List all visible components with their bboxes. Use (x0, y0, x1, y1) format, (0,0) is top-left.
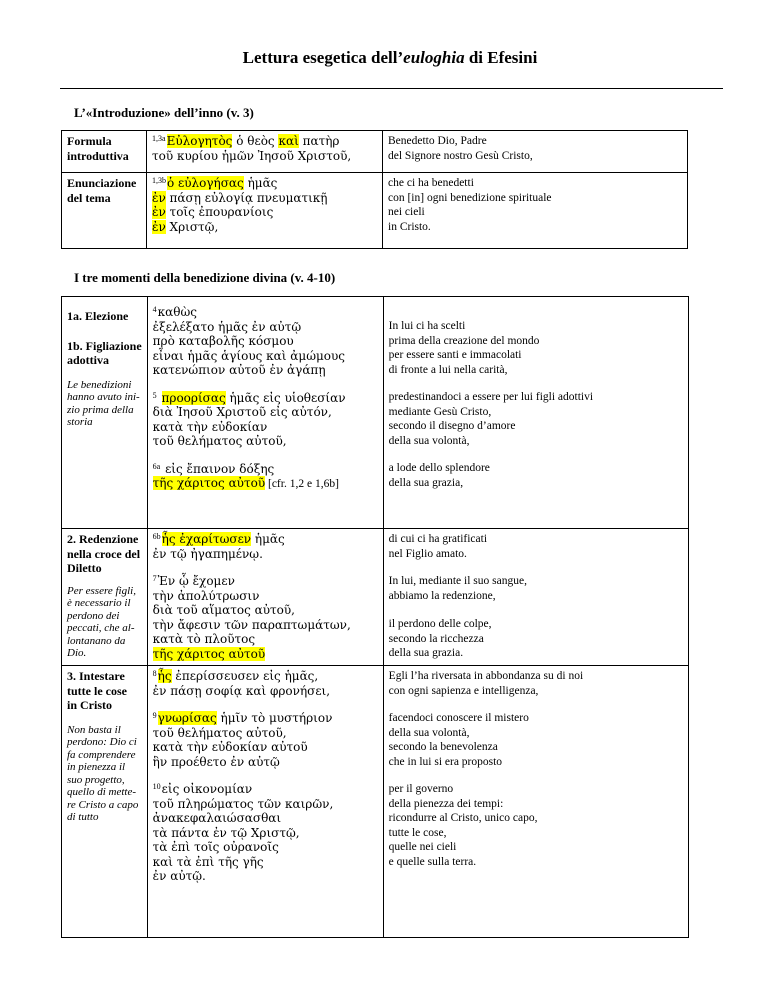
italian-text: che ci ha benedetti con [in] ogni benedizione spirituale nei cieli in Cristo. (383, 173, 688, 249)
section-heading-introduction: L’«Introduzione» dell’inno (v. 3) (74, 105, 254, 120)
row-label: Formula introduttiva (62, 131, 147, 173)
section-heading-three-moments: I tre momenti della benedizione divina (v. 4-10) (74, 270, 336, 285)
greek-text: $^4$καθὼς ἐξελέξατο ἡμᾶς ἐν αὐτῷ πρὸ καταβολῆς κόσμου εἶναι ἡμᾶς ἁγίους καὶ ἀμώμους κατενώπιον αὐτοῦ ἐν ἀγάπῃ $^5$ προορίσας ἡμᾶς εἰς υἱοθεσίαν διὰ Ἰησοῦ Χριστοῦ εἰς αὐτόν, κατὰ τὴν εὐδοκίαν τοῦ θελήματος αὐτοῦ, $^{6a}$ εἰς ἔπαινον δόξης τῆς χάριτος αὐτοῦ [cfr. 1,2 e 1,6b] (147, 297, 383, 529)
italian-text: di cui ci ha gratificati nel Figlio amato. In lui, mediante il suo sangue, abbiamo la redenzione, il perdono delle colpe, secondo la ricchezza della sua grazia. (383, 529, 688, 666)
italian-text: Benedetto Dio, Padre del Signore nostro Gesù Cristo, (383, 131, 688, 173)
greek-text: $^{6b}$ἧς ἐχαρίτωσεν ἡμᾶς ἐν τῷ ἠγαπημένῳ. $^7$Ἐν ᾧ ἔχομεν τὴν ἀπολύτρωσιν διὰ τοῦ αἵματος αὐτοῦ, τὴν ἄφεσιν τῶν παραπτωμάτων, κατὰ τὸ πλοῦτος τῆς χάριτος αὐτοῦ (147, 529, 383, 666)
greek-text: $^{1,3a}$Εὐλογητὸς ὁ θεὸς καὶ πατὴρ τοῦ κυρίου ἡμῶν Ἰησοῦ Χριστοῦ, (147, 131, 383, 173)
table-row (62, 666, 689, 938)
italian-text: In lui ci ha scelti prima della creazione del mondo per essere santi e immacolati di fronte a lui nella carità, predestinandoci a essere per lui figli adottivi mediante Gesù Cristo, secondo il disegno d’amore della sua volontà, a lode dello splendore della sua grazia, (383, 297, 688, 529)
greek-text: $^{1,3b}$ὁ εὐλογήσας ἡμᾶς ἐν πάσῃ εὐλογίᾳ πνευματικῇ ἐν τοῖς ἐπουρανίοις ἐν Χριστῷ, (147, 173, 383, 249)
row-label: 2. Redenzione nella croce del Diletto Per essere figli, è necessario il perdono dei peccati, che al- lontanano da Dio. (62, 529, 148, 666)
side-note: Per essere figli, è necessario il perdono dei peccati, che al- lontanano da Dio. (67, 584, 136, 659)
table-row (62, 297, 689, 529)
row-label: 1a. Elezione 1b. Figliazione adottiva Le benedizioni hanno avuto ini- zio prima della storia (62, 297, 148, 529)
row-label: Enunciazione del tema (62, 173, 147, 249)
greek-text: $^8$ἧς ἐπερίσσευσεν εἰς ἡμᾶς, ἐν πάσῃ σοφίᾳ καὶ φρονήσει, $^9$γνωρίσας ἡμῖν τὸ μυστήριον τοῦ θελήματος αὐτοῦ, κατὰ τὴν εὐδοκίαν αὐτοῦ ἣν προέθετο ἐν αὐτῷ $^{10}$εἰς οἰκονομίαν τοῦ πληρώματος τῶν καιρῶν, ἀνακεφαλαιώσασθαι τὰ πάντα ἐν τῷ Χριστῷ, τὰ ἐπὶ τοῖς οὐρανοῖς καὶ τὰ ἐπὶ τῆς γῆς ἐν αὐτῷ. (147, 666, 383, 938)
table-row (62, 173, 688, 249)
table-row (62, 131, 688, 173)
italian-text: Egli l’ha riversata in abbondanza su di noi con ogni sapienza e intelligenza, facendoci conoscere il mistero della sua volontà, secondo la benevolenza che in lui si era proposto per il governo della pienezza dei tempi: ricondurre al Cristo, unico capo, tutte le cose, quelle nei cieli e quelle sulla terra. (383, 666, 688, 938)
table-row (62, 529, 689, 666)
row-label: 3. Intestare tutte le cose in Cristo Non basta il perdono: Dio ci fa comprendere in pienezza il suo progetto, quello di mette- re Cristo a capo di tutto (62, 666, 148, 938)
introduction-table (61, 130, 688, 249)
title-rule (60, 88, 723, 89)
three-moments-table (61, 296, 689, 938)
page-title: Lettura esegetica dell’euloghia di Efesini (242, 48, 538, 67)
side-note: Non basta il perdono: Dio ci fa comprendere in pienezza il suo progetto, quello di mette- re Cristo a capo di tutto (67, 723, 139, 823)
side-note: Le benedizioni hanno avuto ini- zio prima della storia (67, 378, 140, 428)
